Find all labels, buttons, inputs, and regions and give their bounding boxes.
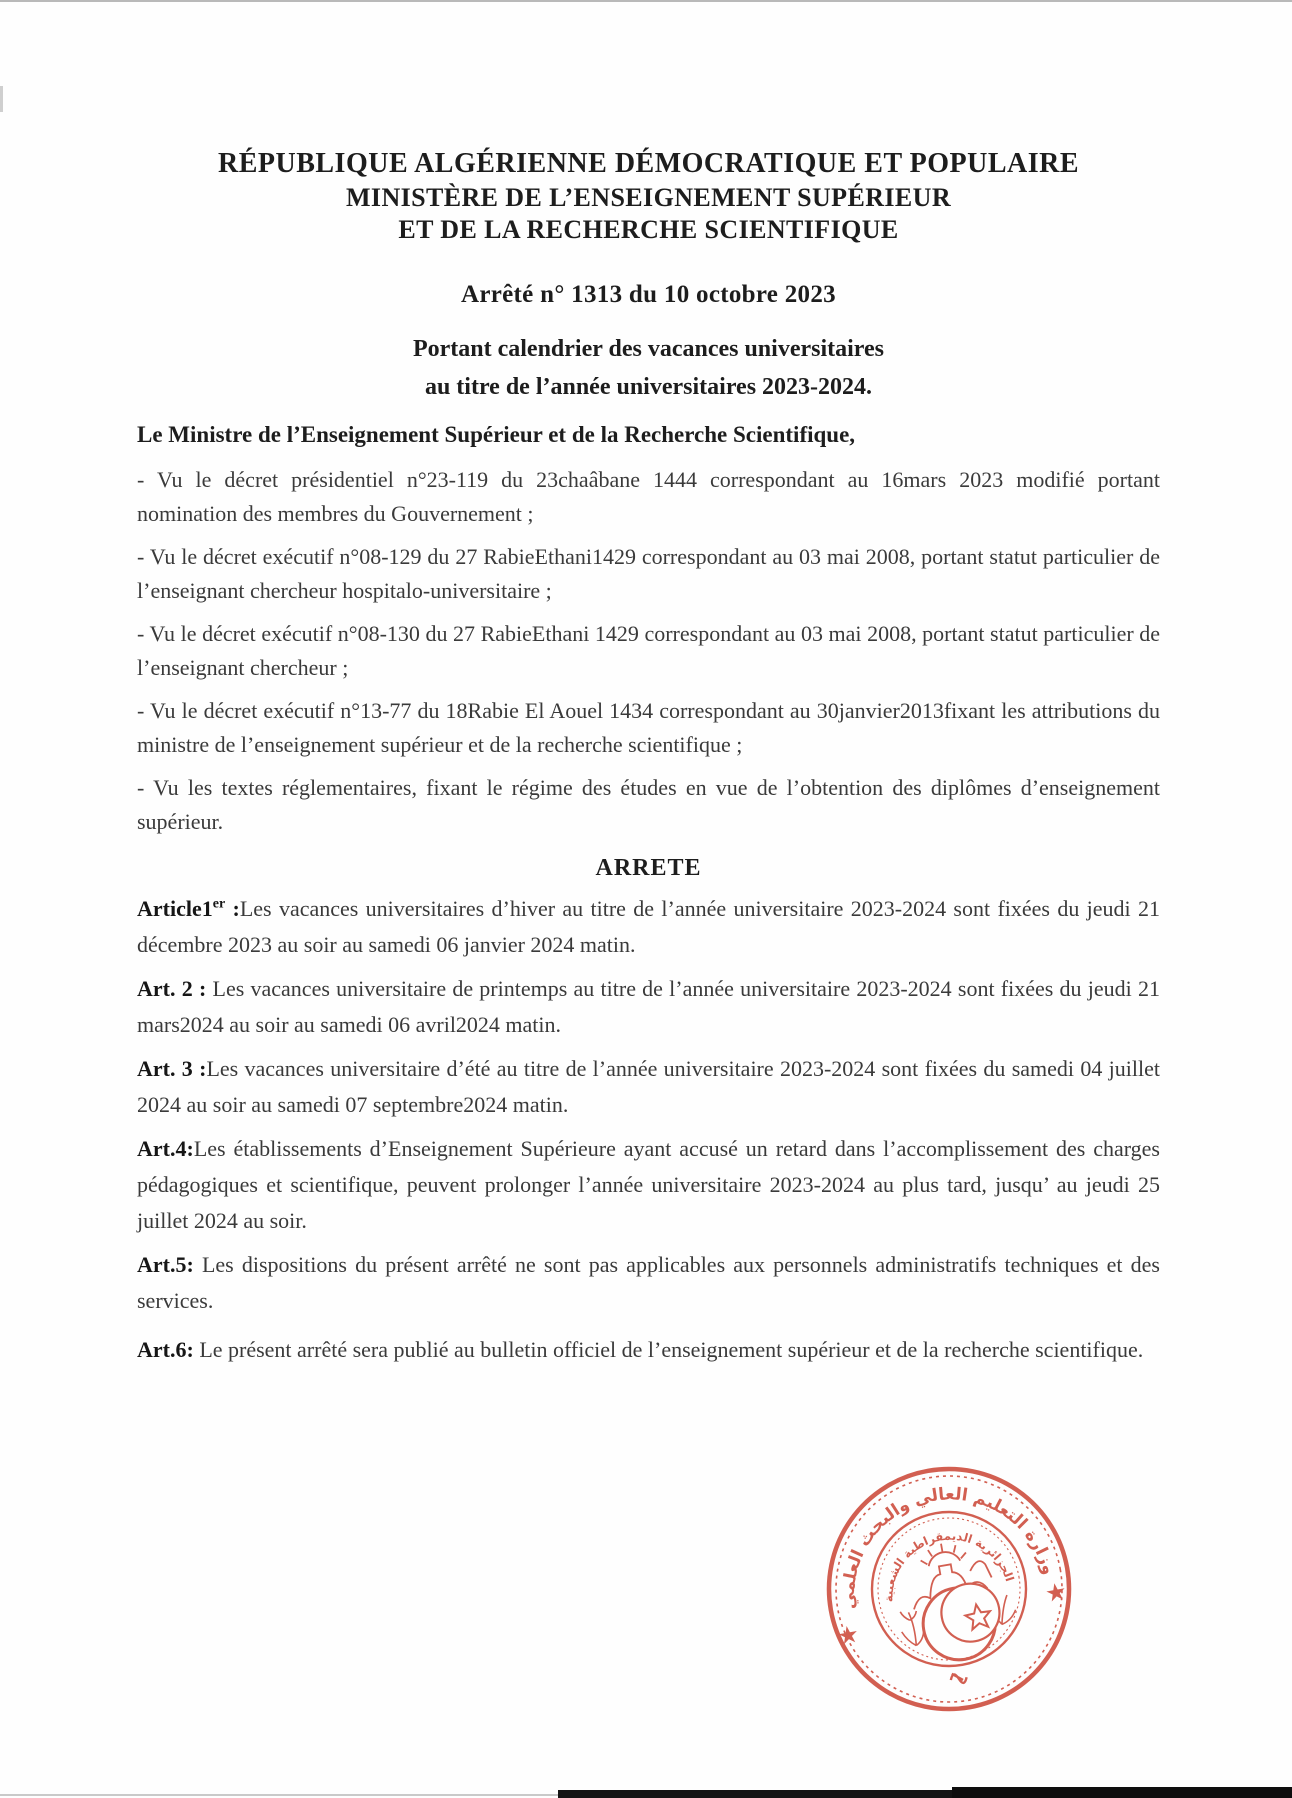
document-body	[137, 146, 1160, 1373]
considerant-2: - Vu le décret exécutif n°08-129 du 27 RabieEthani1429 correspondant au 03 mai 2008, portant statut particulier de l’enseignant chercheur hospitalo-universitaire ;	[137, 544, 1160, 603]
article-3-label: Art. 3	[137, 1056, 193, 1081]
ministry-title-line1: MINISTÈRE DE L’ENSEIGNEMENT SUPÉRIEUR	[345, 183, 951, 212]
article-2-separator: :	[192, 976, 213, 1001]
considerant-5: - Vu les textes réglementaires, fixant le régime des études en vue de l’obtention des diplômes d’enseignement supérieur.	[137, 775, 1160, 834]
stamp-outer-inscription-text: وزارة التعليم العالي والبحث العلمي	[838, 1484, 1059, 1610]
article-1-label: Article1	[137, 896, 213, 921]
republic-title: RÉPUBLIQUE ALGÉRIENNE DÉMOCRATIQUE ET POPULAIRE	[217, 148, 1080, 179]
article-2-text: Les vacances universitaire de printemps au titre de l’année universitaire 2023-2024 sont fixées du jeudi 21 mars2024 au soir au samedi 06 avril2024 matin.	[137, 976, 1161, 1037]
article-4	[137, 1131, 1160, 1239]
decree-subtitle	[137, 330, 1160, 406]
article-6-label: Art.6	[137, 1337, 187, 1362]
article-5-label: Art.5	[137, 1252, 187, 1277]
ministry-title-line2: ET DE LA RECHERCHE SCIENTIFIQUE	[398, 215, 899, 244]
scan-artifact-top-line	[0, 0, 1292, 2]
article-3-text: Les vacances universitaire d’été au titre de l’année universitaire 2023-2024 sont fixées du samedi 04 juillet 2024 au soir au samedi 07 septembre2024 matin.	[137, 1056, 1160, 1117]
article-1-text: Les vacances universitaires d’hiver au titre de l’année universitaire 2023-2024 sont fixées du jeudi 21 décembre 2023 au soir au samedi 06 janvier 2024 matin.	[137, 896, 1160, 957]
article-1	[137, 891, 1160, 963]
minister-intro-line: Le Ministre de l’Enseignement Supérieur et de la Recherche Scientifique,	[137, 422, 856, 447]
decree-title: Arrêté n° 1313 du 10 octobre 2023	[461, 281, 836, 308]
article-6	[137, 1327, 1160, 1373]
article-1-separator: :	[225, 896, 240, 921]
stamp-inner-inscription-text: الجزائرية الديمقراطية الشعبية	[881, 1528, 1017, 1603]
scan-artifact-left-mark	[0, 86, 3, 112]
considerant-3: - Vu le décret exécutif n°08-130 du 27 RabieEthani 1429 correspondant au 03 mai 2008, portant statut particulier de l’enseignant chercheur ;	[137, 621, 1160, 680]
decree-subtitle-line1: Portant calendrier des vacances universitaires	[412, 336, 885, 362]
star-right-icon: ★	[1042, 1576, 1070, 1609]
ministry-stamp	[823, 1463, 1075, 1715]
article-2	[137, 971, 1160, 1043]
article-5	[137, 1247, 1160, 1319]
stamp-bottom-mark	[950, 1671, 968, 1685]
scan-artifact-bottom-black-bar-2	[952, 1787, 1292, 1798]
article-4-separator: :	[186, 1136, 194, 1161]
article-4-text: Les établissements d’Enseignement Supérieure ayant accusé un retard dans l’accomplissement des charges pédagogiques et scientifique, peuvent prolonger l’année universitaire 2023-2024 au plus tard, jusqu’ au jeudi 25 juillet 2024 au soir.	[137, 1136, 1160, 1233]
article-3-separator: :	[192, 1056, 207, 1081]
scan-artifact-bottom-gray-line	[0, 1794, 560, 1796]
article-4-label: Art.4	[137, 1136, 187, 1161]
article-2-label: Art. 2	[137, 976, 193, 1001]
article-1-superscript: er	[212, 896, 226, 912]
article-3	[137, 1051, 1160, 1123]
star-left-icon: ★	[835, 1619, 862, 1651]
article-5-text: Les dispositions du présent arrêté ne sont pas applicables aux personnels administratifs techniques et des services.	[137, 1252, 1160, 1313]
considerant-1: - Vu le décret présidentiel n°23-119 du 23chaâbane 1444 correspondant au 16mars 2023 modifié portant nomination des membres du Gouvernement ;	[137, 467, 1160, 526]
considerant-4: - Vu le décret exécutif n°13-77 du 18Rabie El Aouel 1434 correspondant au 30janvier2013fixant les attributions du ministre de l’enseignement supérieur et de la recherche scientifique ;	[137, 698, 1160, 757]
article-6-separator: :	[186, 1337, 200, 1362]
article-6-text: Le présent arrêté sera publié au bulletin officiel de l’enseignement supérieur et de la recherche scientifique.	[199, 1337, 1144, 1362]
decree-subtitle-line2: au titre de l’année universitaires 2023-2024.	[424, 374, 873, 400]
document-letterhead	[137, 146, 1160, 246]
arrete-heading: ARRETE	[595, 855, 702, 881]
article-5-separator: :	[186, 1252, 202, 1277]
